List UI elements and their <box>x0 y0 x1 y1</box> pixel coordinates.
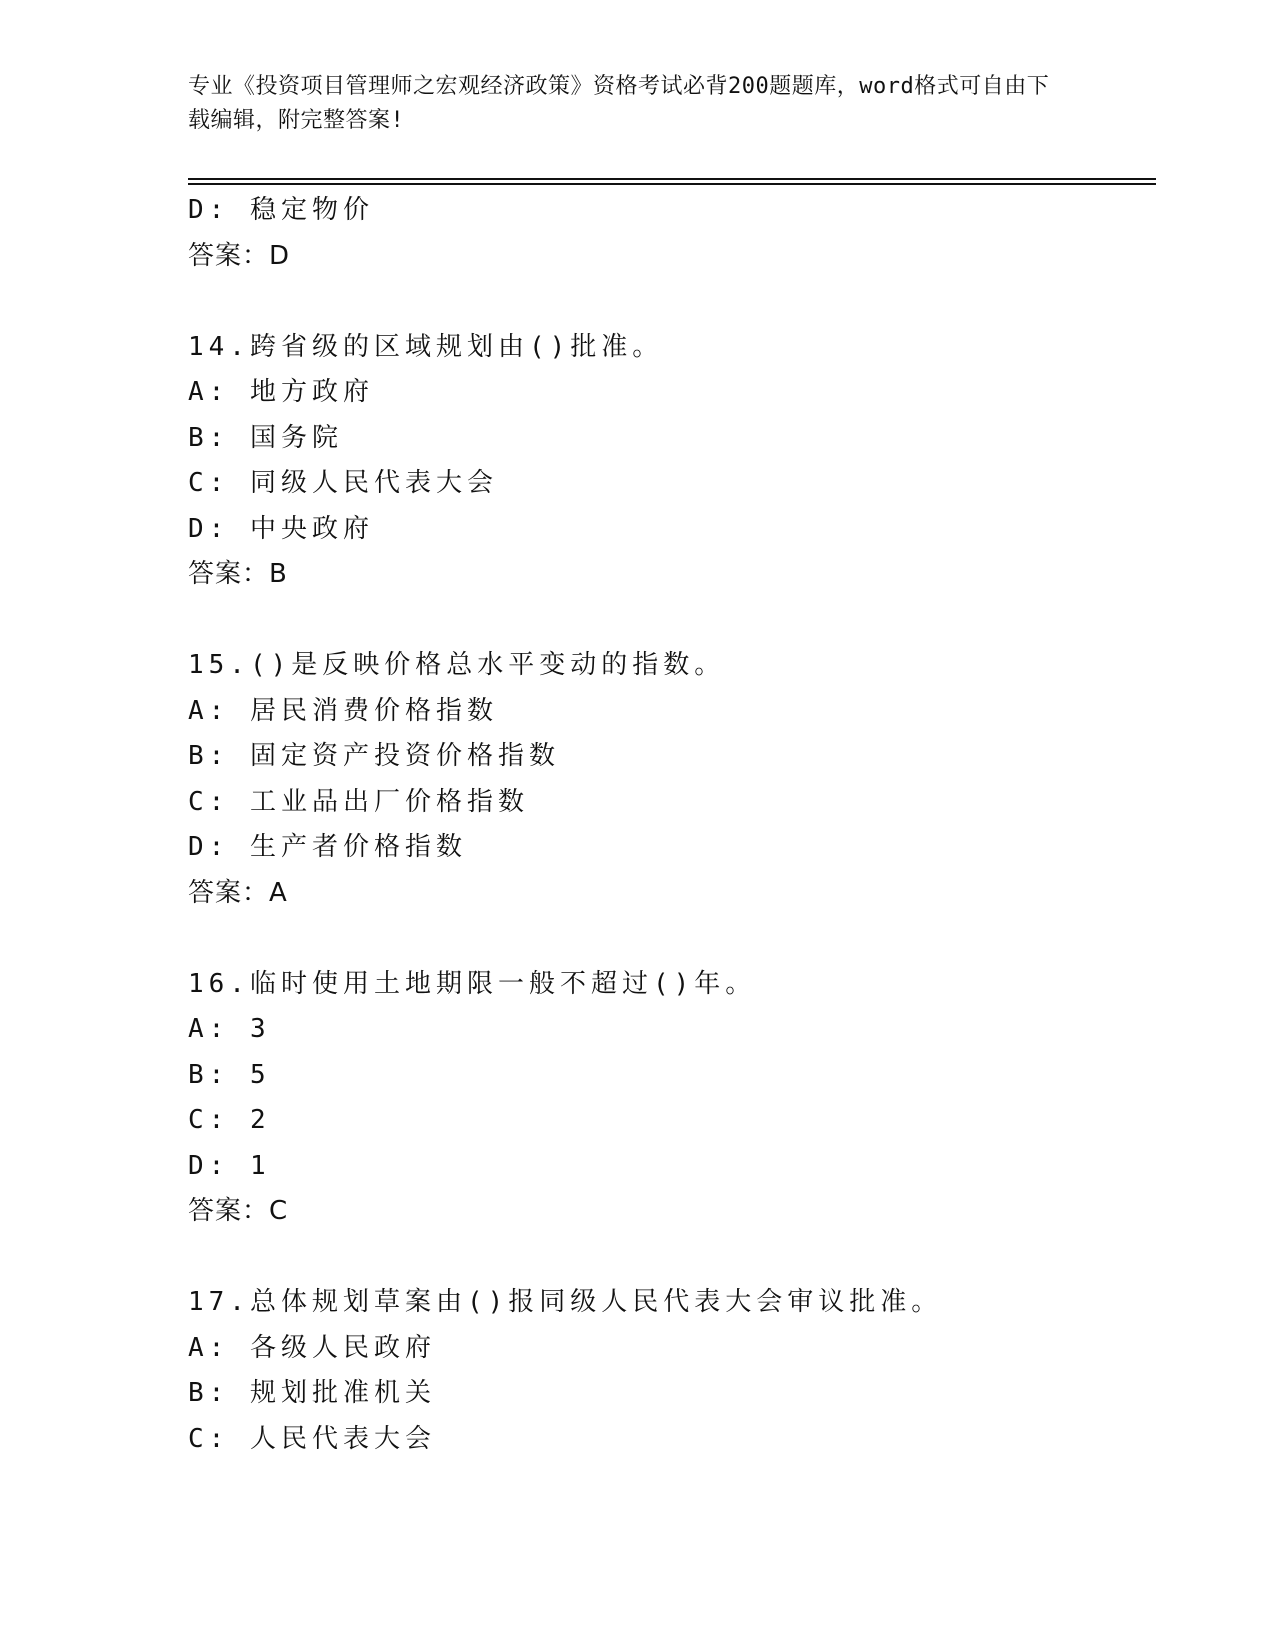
question-16 <box>188 962 1156 1235</box>
option-d: D: 稳定物价 <box>188 195 374 225</box>
option-d: D: 生产者价格指数 <box>188 832 467 862</box>
header-rule-bottom <box>188 183 1156 185</box>
option-d: D: 中央政府 <box>188 513 374 544</box>
option-c: C: 2 <box>188 1105 271 1135</box>
spacer <box>188 916 1156 962</box>
option-a: A: 地方政府 <box>188 377 374 407</box>
option-c: C: 同级人民代表大会 <box>188 468 498 498</box>
option-b: B: 固定资产投资价格指数 <box>188 741 560 771</box>
option-a: A: 各级人民政府 <box>188 1332 436 1363</box>
question-stem: 17.总体规划草案由()报同级人民代表大会审议批准。 <box>188 1287 943 1317</box>
spacer <box>188 1235 1156 1281</box>
option-b: B: 5 <box>188 1059 271 1090</box>
answer: 答案：D <box>188 240 291 271</box>
option-c: C: 工业品出厂价格指数 <box>188 786 529 817</box>
option-a: A: 居民消费价格指数 <box>188 695 498 726</box>
option-d: D: 1 <box>188 1150 271 1181</box>
question-stem: 15.()是反映价格总水平变动的指数。 <box>188 650 726 680</box>
answer: 答案：A <box>188 877 288 908</box>
option-a: A: 3 <box>188 1014 271 1044</box>
spacer <box>188 598 1156 644</box>
question-stem: 16.临时使用土地期限一般不超过()年。 <box>188 968 757 999</box>
answer: 答案：C <box>188 1196 289 1226</box>
option-c: C: 人民代表大会 <box>188 1423 436 1454</box>
question-list <box>188 188 1156 1462</box>
question-17 <box>188 1280 1156 1462</box>
spacer <box>188 279 1156 325</box>
document-header: 专业《投资项目管理师之宏观经济政策》资格考试必背200题题库，word格式可自由下载编辑，附完整答案! <box>188 74 1050 133</box>
question-stem: 14.跨省级的区域规划由()批准。 <box>188 331 664 362</box>
answer: 答案：B <box>188 559 288 589</box>
question-14 <box>188 325 1156 598</box>
header-rule-top <box>188 178 1156 180</box>
question-15 <box>188 643 1156 916</box>
option-b: B: 国务院 <box>188 422 343 453</box>
option-b: B: 规划批准机关 <box>188 1378 436 1408</box>
